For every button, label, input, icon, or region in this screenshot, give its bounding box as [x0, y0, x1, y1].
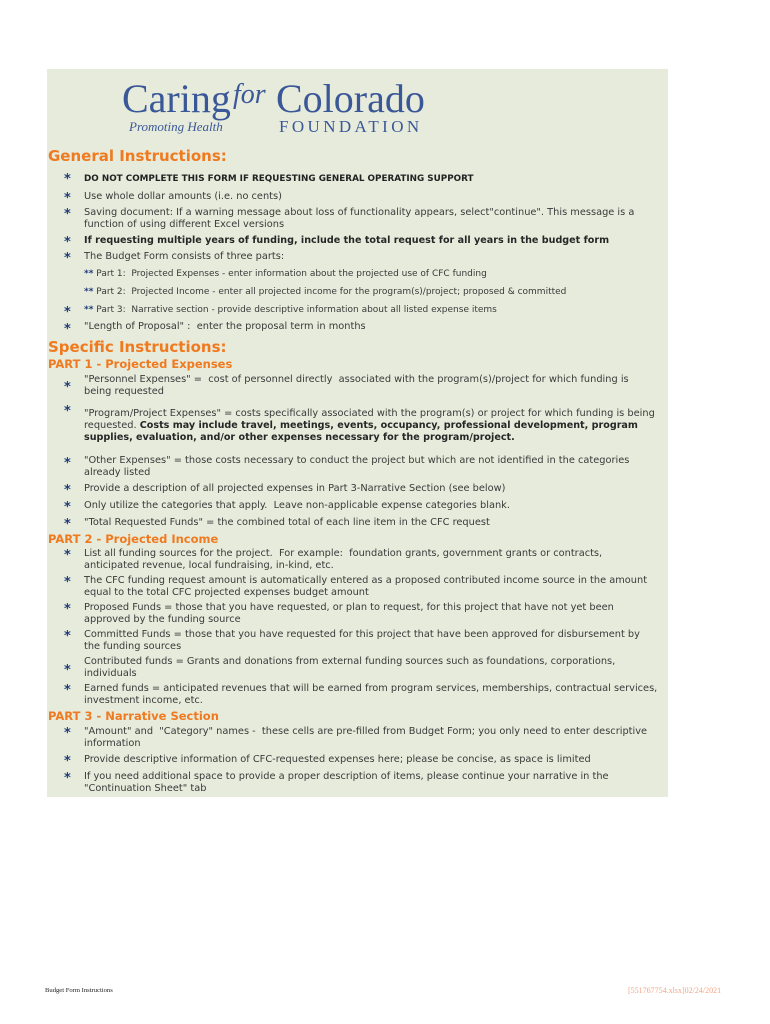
bullet-marker: *	[64, 191, 71, 206]
logo-word-for: for	[233, 79, 266, 110]
instruction-item	[64, 656, 668, 680]
instruction-item	[64, 726, 668, 750]
instruction-item	[64, 602, 668, 626]
instruction-text: "Personnel Expenses" = cost of personnel directly associated with the program(s)/project for which funding is	[84, 374, 629, 385]
part-2-heading: PART 2 - Projected Income	[48, 532, 219, 546]
instruction-emphasis: supplies, evaluation, and/or other expenses necessary for the program/project.	[84, 432, 515, 443]
bullet-marker: *	[64, 305, 71, 320]
instruction-item	[64, 683, 668, 707]
bullet-marker: *	[64, 663, 71, 678]
bullet-marker: *	[64, 207, 71, 222]
instruction-text: List all funding sources for the project. For example: foundation grants, government grants or contracts,	[84, 548, 603, 559]
instruction-text: The CFC funding request amount is automatically entered as a proposed contributed income source in the amount	[84, 575, 648, 586]
instruction-item	[64, 548, 668, 572]
instruction-text: Use whole dollar amounts (i.e. no cents)	[84, 191, 282, 202]
instruction-item	[64, 500, 668, 515]
instruction-text: Part 1: Projected Expenses - enter information about the projected use of CFC funding	[96, 269, 487, 279]
instruction-text: equal to the total CFC projected expenses budget amount	[84, 587, 369, 598]
instruction-text: Part 3: Narrative section - provide descriptive information about all listed expense items	[96, 305, 497, 315]
instruction-text: DO NOT COMPLETE THIS FORM IF REQUESTING GENERAL OPERATING SUPPORT	[84, 174, 474, 184]
logo-foundation: FOUNDATION	[279, 117, 423, 136]
instruction-text: "Amount" and "Category" names - these cells are pre-filled from Budget Form; you only need to enter descriptive	[84, 726, 648, 737]
instruction-line	[84, 420, 668, 432]
instruction-text: Only utilize the categories that apply. Leave non-applicable expense categories blank.	[84, 500, 510, 511]
instruction-item	[64, 374, 668, 398]
instruction-emphasis: Costs may include travel, meetings, events, occupancy, professional development, program	[139, 420, 638, 431]
instruction-text: "Continuation Sheet" tab	[84, 783, 207, 794]
instruction-item	[64, 575, 668, 599]
instruction-text: Provide descriptive information of CFC-requested expenses here; please be concise, as space is limited	[84, 754, 591, 765]
bullet-marker: *	[64, 602, 71, 617]
instruction-item	[64, 629, 668, 653]
instruction-text: being requested	[84, 386, 164, 397]
form-part-line	[84, 268, 668, 280]
sub-bullet-marker: **	[84, 287, 94, 297]
instruction-text: already listed	[84, 467, 151, 478]
instruction-text: Committed Funds = those that you have requested for this project that have been approved for disbursement by	[84, 629, 640, 640]
instruction-item	[64, 191, 668, 206]
instruction-item	[64, 207, 668, 231]
bullet-marker: *	[64, 380, 71, 395]
instruction-text: If requesting multiple years of funding, include the total request for all years in the budget form	[84, 235, 610, 246]
bullet-marker: *	[64, 235, 71, 250]
instruction-item	[64, 754, 668, 769]
bullet-marker: *	[64, 754, 71, 769]
logo-word-caring: Caring	[122, 76, 231, 121]
instruction-text: anticipated revenue, local fundraising, in-kind, etc.	[84, 560, 334, 571]
instruction-text: Contributed funds = Grants and donations from external funding sources such as foundations, corporations,	[84, 656, 616, 667]
specific-instructions-heading: Specific Instructions:	[48, 338, 227, 356]
instruction-text: requested.	[84, 420, 137, 431]
instruction-item	[64, 455, 668, 479]
bullet-marker: *	[64, 548, 71, 563]
instruction-item	[64, 483, 668, 498]
instruction-item	[64, 771, 668, 795]
bullet-marker: *	[64, 771, 71, 786]
bullet-marker: *	[64, 726, 71, 741]
instruction-text: Saving document: If a warning message about loss of functionality appears, select"continue". This message is a	[84, 207, 635, 218]
instruction-item	[64, 172, 668, 187]
instruction-text: The Budget Form consists of three parts:	[84, 251, 285, 262]
form-part-line	[84, 286, 668, 298]
instruction-text: If you need additional space to provide a proper description of items, please continue your narrative in the	[84, 771, 609, 782]
instruction-text: "Other Expenses" = those costs necessary to conduct the project but which are not identified in the categories	[84, 455, 630, 466]
sub-bullet-marker: **	[84, 269, 94, 279]
bullet-marker: *	[64, 500, 71, 515]
instruction-text: "Program/Project Expenses" = costs specifically associated with the program(s) or project for which funding is being	[84, 408, 655, 419]
bullet-marker: *	[64, 483, 71, 498]
instruction-text: "Total Requested Funds" = the combined total of each line item in the CFC request	[84, 517, 490, 528]
instruction-item	[64, 404, 668, 444]
general-instructions-heading: General Instructions:	[48, 147, 227, 165]
footer-file-stamp: [551767754.xlsx]02/24/2021	[628, 986, 722, 995]
logo-tagline: Promoting Health	[129, 119, 223, 134]
bullet-marker: *	[64, 575, 71, 590]
form-part-line	[84, 304, 668, 316]
bullet-marker: *	[64, 629, 71, 644]
instruction-text: information	[84, 738, 141, 749]
footer-sheet-name: Budget Form Instructions	[45, 987, 113, 994]
instruction-item	[64, 517, 668, 532]
part-3-heading: PART 3 - Narrative Section	[48, 709, 219, 723]
part-1-heading: PART 1 - Projected Expenses	[48, 357, 233, 371]
instruction-item	[64, 235, 668, 250]
sub-bullet-marker: **	[84, 305, 94, 315]
bullet-marker: *	[64, 251, 71, 266]
bullet-marker: *	[64, 172, 71, 187]
instruction-text: function of using different Excel versions	[84, 219, 285, 230]
instruction-text: Part 2: Projected Income - enter all projected income for the program(s)/project; proposed & committed	[96, 287, 567, 297]
form-part-item	[84, 268, 668, 280]
logo-word-colorado: Colorado	[276, 76, 425, 121]
instruction-text: individuals	[84, 668, 137, 679]
bullet-marker: *	[64, 517, 71, 532]
instruction-text: the funding sources	[84, 641, 182, 652]
bullet-marker: *	[64, 322, 71, 337]
bullet-marker: *	[64, 404, 71, 419]
instruction-text: approved by the funding source	[84, 614, 241, 625]
instruction-text: "Length of Proposal" : enter the proposal term in months	[84, 321, 366, 332]
instruction-text: Proposed Funds = those that you have requested, or plan to request, for this project that have not yet been	[84, 602, 614, 613]
instruction-text: Earned funds = anticipated revenues that will be earned from program services, memberships, contractual services,	[84, 683, 658, 694]
bullet-marker: *	[64, 456, 71, 471]
instruction-item	[64, 321, 668, 337]
instruction-item	[64, 251, 668, 266]
bullet-marker: *	[64, 683, 71, 698]
form-part-item	[64, 304, 668, 320]
instruction-text: Provide a description of all projected expenses in Part 3-Narrative Section (see below)	[84, 483, 506, 494]
instruction-text: investment income, etc.	[84, 695, 203, 706]
form-part-item	[84, 286, 668, 298]
